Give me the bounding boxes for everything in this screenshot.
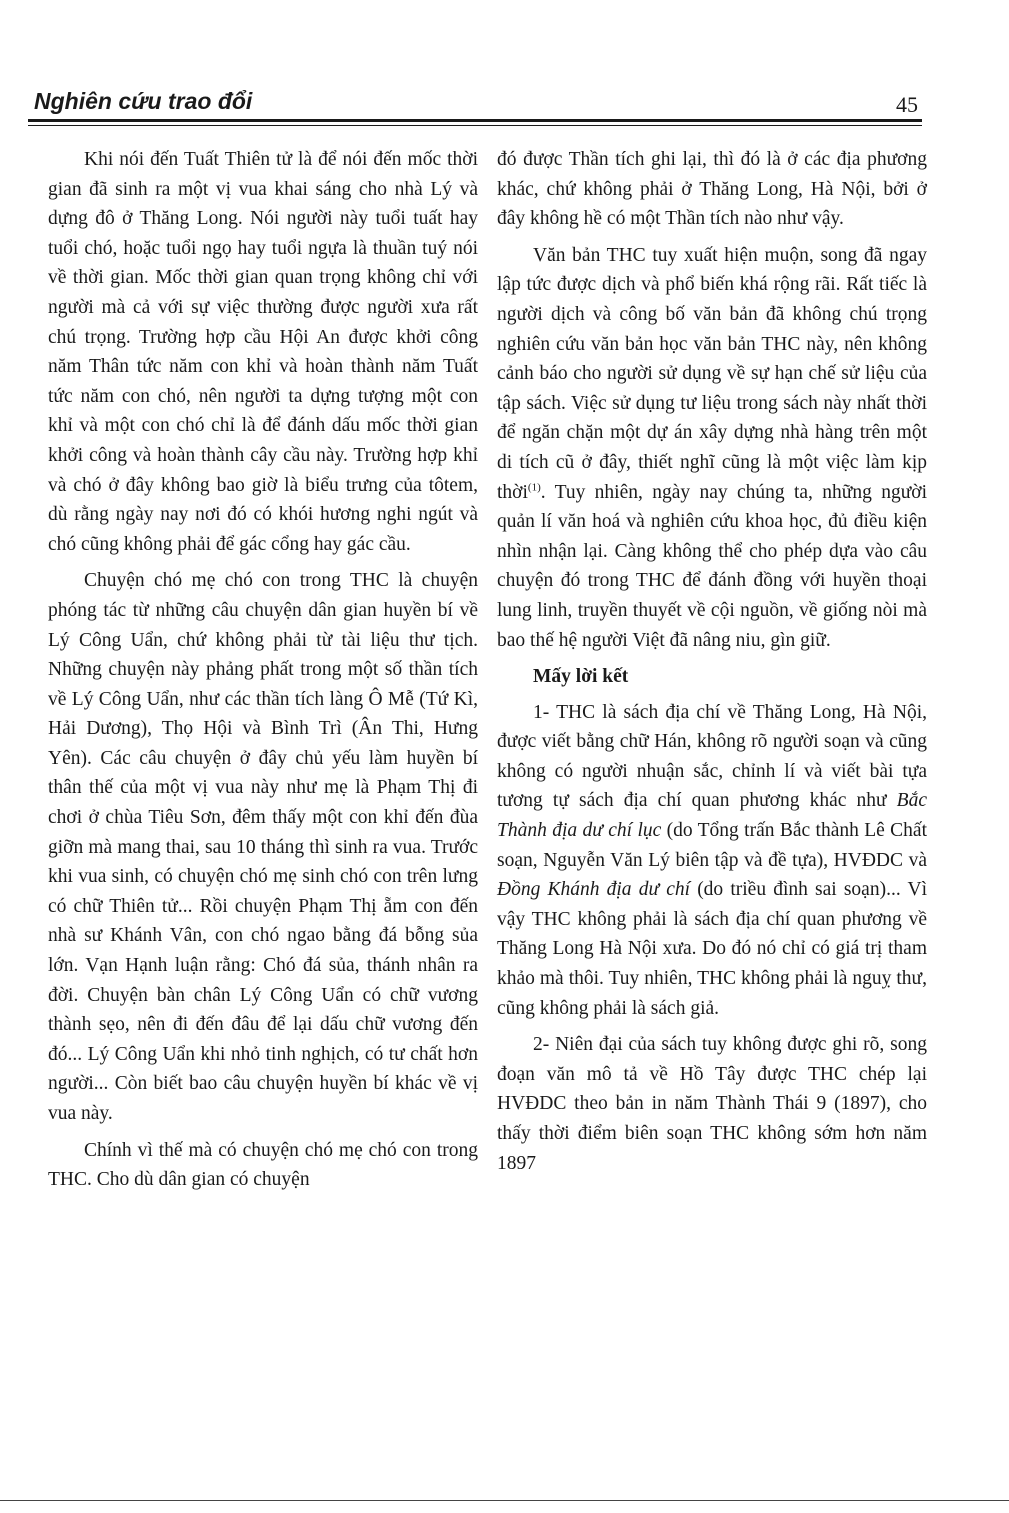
book-title: Đồng Khánh địa dư chí	[497, 879, 691, 901]
paragraph	[497, 241, 927, 655]
book-title: Bắc Thành địa dư chí lục	[497, 790, 927, 842]
paragraph: Chính vì thế mà có chuyện chó mẹ chó con trong THC. Cho dù dân gian có chuyện	[48, 1139, 478, 1191]
left-column	[48, 145, 478, 1202]
paragraph-text: (do triều đình sai soạn)... Vì vậy THC không phải là sách địa chí quan phương về Thăng Long Hà Nội xưa. Do đó nó chỉ có giá trị tham khảo mà thôi. Tuy nhiên, THC không phải là nguỵ thư, cũng không phải là sách giả.	[497, 879, 927, 1019]
header-rule-thick	[28, 119, 922, 122]
section-heading: Mấy lời kết	[533, 666, 629, 688]
paragraph-text: 1- THC là sách địa chí về Thăng Long, Hà Nội, được viết bằng chữ Hán, không rõ người soạn và cũng không có người nhuận sắc, chỉnh lí và viết bài tựa tương tự sách địa chí quan phương khác như	[497, 701, 927, 812]
paragraph: 2- Niên đại của sách tuy không được ghi rõ, song đoạn văn mô tả về Hồ Tây được THC chép lại HVĐDC theo bản in năm Thành Thái 9 (1897), cho thấy thời điểm biên soạn THC không sớm hơn năm 1897	[497, 1034, 927, 1174]
footnote-marker: (1)	[527, 481, 541, 494]
page-bottom-rule	[0, 1500, 1009, 1501]
paragraph: Chuyện chó mẹ chó con trong THC là chuyện phóng tác từ những câu chuyện dân gian huyền bí về Lý Công Uẩn, chứ không phải từ tài liệu thư tịch. Những chuyện này phảng phất trong một số thần tích về Lý Công Uẩn, như các thần tích làng Ô Mễ (Tứ Kì, Hải Dương), Thọ Hội và Bình Trì (Ân Thi, Hưng Yên). Các câu chuyện ở đây chủ yếu làm huyền bí thân thế của một vị vua này như mẹ là Phạm Thị đi chơi ở chùa Tiêu Sơn, đêm thấy một con khỉ đến đùa giỡn mà mang thai, sau 10 tháng thì sinh ra vua. Trước khi vua sinh, có chuyện chó mẹ sinh chó con trên lưng có chữ Thiên tử... Rồi chuyện Phạm Thị ẵm con đến nhà sư Khánh Vân, con chó ngao bằng đá bỗng sủa lớn. Vạn Hạnh luận rằng: Chó đá sủa, thánh nhân ra đời. Chuyện bàn chân Lý Công Uẩn có chữ vương thành sẹo, nên đi đến đâu để lại dấu chữ vương đến đó... Lý Công Uẩn khi nhỏ tinh nghịch, có tư chất hơn người... Còn biết bao câu chuyện huyền bí khác về vị vua này.	[48, 570, 478, 1124]
paragraph	[497, 698, 927, 1024]
page-number: 45	[896, 92, 918, 117]
section-title: Nghiên cứu trao đổi	[34, 88, 253, 114]
running-header	[28, 84, 922, 118]
paragraph-text: Văn bản THC tuy xuất hiện muộn, song đã ngay lập tức được dịch và phổ biến khá rộng rãi. Rất tiếc là người dịch và công bố văn bản đã không chú trọng nghiên cứu văn bản học văn bản THC này, nên không cảnh báo cho người sử dụng về sự hạn chế sử liệu của tập sách. Việc sử dụng tư liệu trong sách này nhất thời để ngăn chặn một dự án xây dựng nhà hàng trên một di tích cũ ở đây, thiết nghĩ cũng là một việc làm kịp thời	[497, 244, 927, 503]
paragraph-text: . Tuy nhiên, ngày nay chúng ta, những người quản lí văn hoá và nghiên cứu khoa học, đủ điều kiện nhìn nhận lại. Càng không thể cho phép dựa vào câu chuyện đó trong THC để đánh đồng với huyền thoại lung linh, truyền thuyết về cội nguồn, về giống nòi mà bao thế hệ người Việt đã nâng niu, gìn giữ.	[497, 481, 927, 651]
header-rule-thin	[28, 125, 922, 126]
paragraph: đó được Thần tích ghi lại, thì đó là ở các địa phương khác, chứ không phải ở Thăng Long, Hà Nội, bởi ở đây không hề có một Thần tích nào như vậy.	[497, 149, 927, 230]
paragraph: Khi nói đến Tuất Thiên tử là để nói đến mốc thời gian đã sinh ra một vị vua khai sáng cho nhà Lý và dựng đô ở Thăng Long. Nói người này tuổi tuất hay tuổi chó, hoặc tuổi ngọ hay tuổi ngựa là thuần tuý nói về thời gian. Mốc thời gian quan trọng không chỉ với người mà cả với sự việc thường được người xưa rất chú trọng. Trường hợp cầu Hội An được khởi công năm Thân tức năm con khỉ và hoàn thành năm Tuất tức năm con chó, nên người ta dựng tượng một con khỉ và một con chó chỉ là để đánh dấu mốc thời gian khởi công và hoàn thành cây cầu này. Trường hợp khỉ và chó ở đây không bao giờ là biểu trưng của tôtem, dù rằng ngày nay nơi đó có khói hương nghi ngút và chó cũng không phải để gác cổng hay gác cầu.	[48, 149, 478, 555]
right-column	[497, 145, 927, 1185]
paragraph-text: (do Tổng trấn Bắc thành Lê Chất soạn, Nguyễn Văn Lý biên tập và đề tựa), HVĐDC và	[497, 820, 927, 871]
